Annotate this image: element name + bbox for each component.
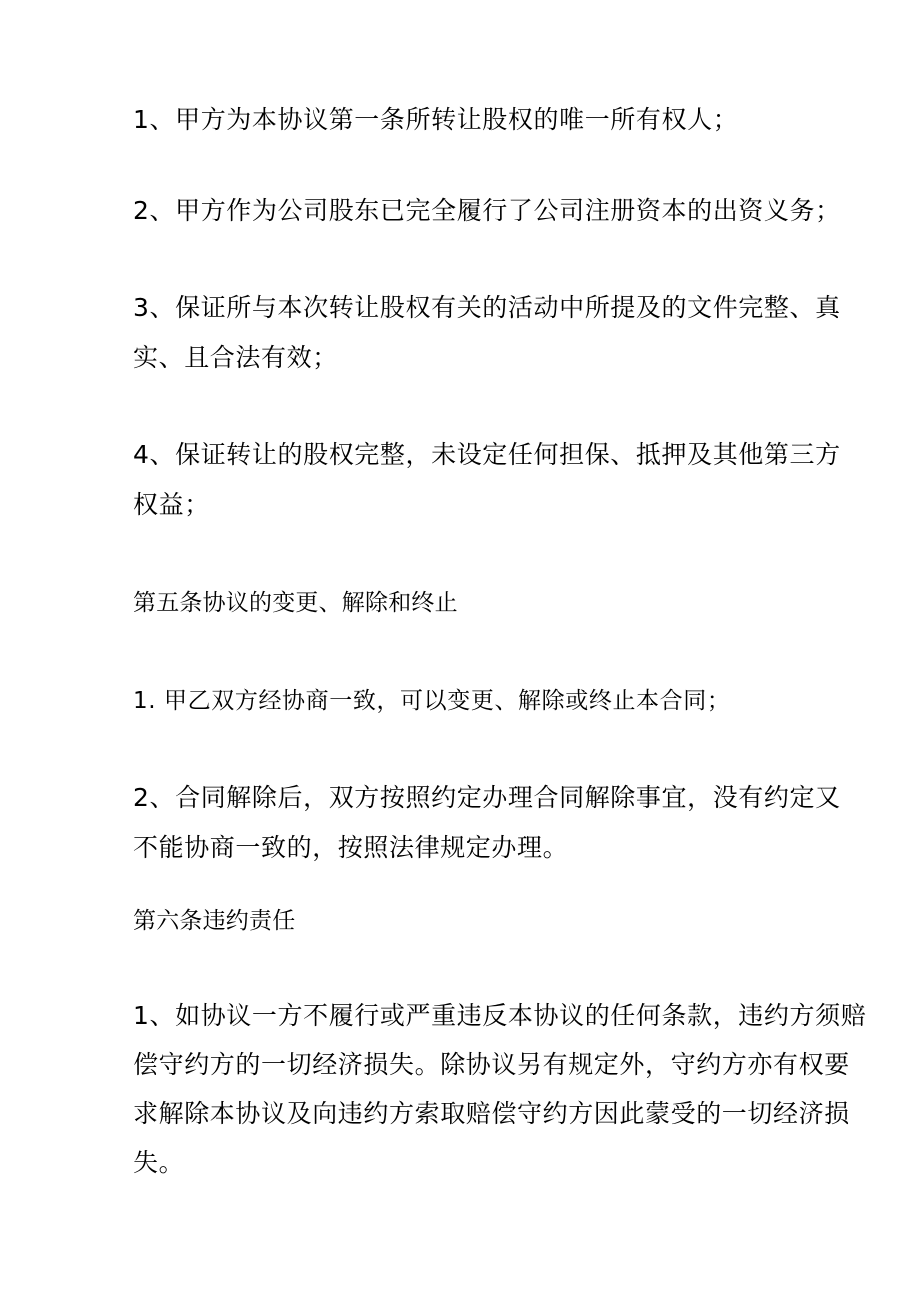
clause-4-item-1: 1、甲方为本协议第一条所转让股权的唯一所有权人； bbox=[133, 105, 739, 134]
clause-4-item-3-line-1: 3、保证所与本次转让股权有关的活动中所提及的文件完整、真 bbox=[133, 293, 841, 322]
clause-4-item-4-line-1: 4、保证转让的股权完整，未设定任何担保、抵押及其他第三方 bbox=[133, 440, 841, 469]
clause-6-item-1-line-4: 失。 bbox=[133, 1148, 185, 1177]
clause-6-item-1-line-2: 偿守约方的一切经济损失。除协议另有规定外，守约方亦有权要 bbox=[133, 1050, 850, 1079]
clause-4-item-3-line-2: 实、且合法有效； bbox=[133, 343, 338, 372]
section-heading-article-5: 第五条协议的变更、解除和终止 bbox=[133, 590, 458, 616]
clause-6-item-1-line-1: 1、如协议一方不履行或严重违反本协议的任何条款，违约方须赔 bbox=[133, 1001, 867, 1030]
clause-4-item-2: 2、甲方作为公司股东已完全履行了公司注册资本的出资义务； bbox=[133, 196, 841, 225]
section-heading-article-6: 第六条违约责任 bbox=[133, 908, 296, 934]
clause-5-item-2-line-1: 2、合同解除后，双方按照约定办理合同解除事宜，没有约定又 bbox=[133, 783, 841, 812]
clause-5-item-1: 1. 甲乙双方经协商一致，可以变更、解除或终止本合同； bbox=[133, 688, 731, 714]
clause-6-item-1-line-3: 求解除本协议及向违约方索取赔偿守约方因此蒙受的一切经济损 bbox=[133, 1099, 850, 1128]
clause-5-item-2-line-2: 不能协商一致的，按照法律规定办理。 bbox=[133, 833, 569, 862]
clause-4-item-4-line-2: 权益； bbox=[133, 490, 210, 519]
